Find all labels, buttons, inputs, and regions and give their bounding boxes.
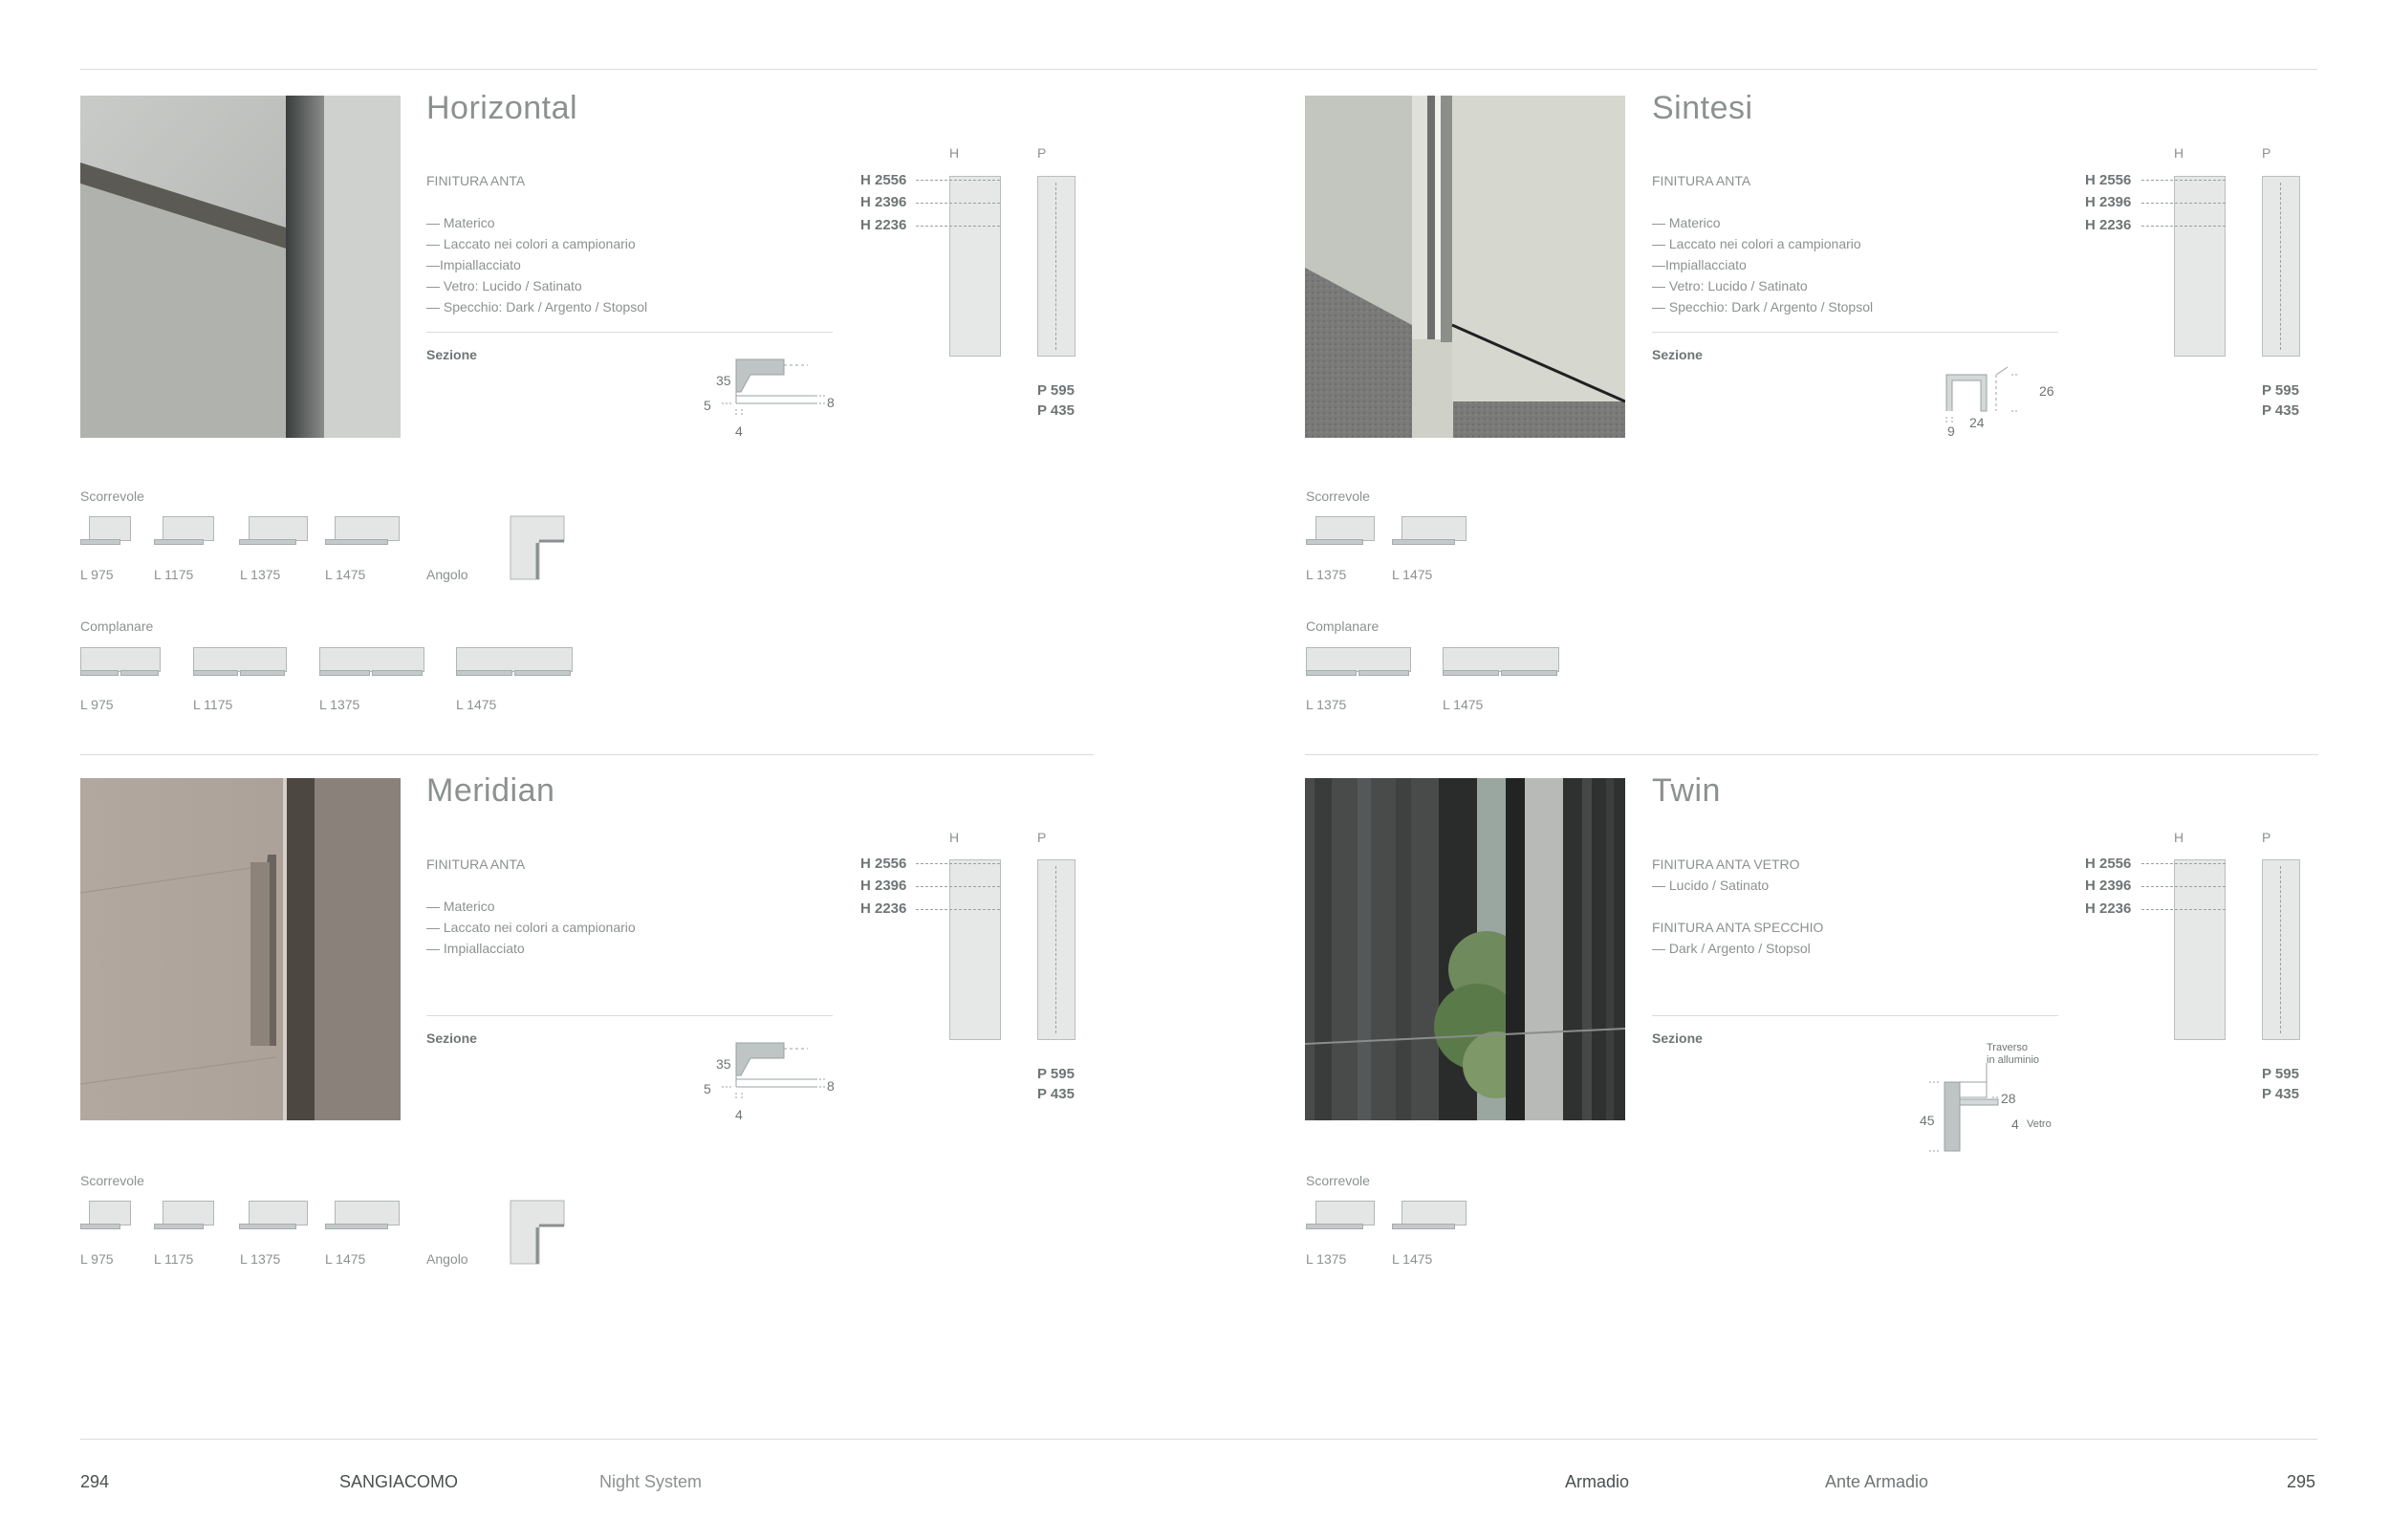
section-title: Meridian: [426, 772, 555, 809]
complanare-label: Complanare: [80, 618, 154, 634]
finish-divider: [426, 332, 833, 333]
p-label: P: [1037, 830, 1047, 845]
depth-value: P 595: [1037, 1066, 1075, 1082]
height-value: H 2556: [860, 856, 907, 872]
dim-4: 4: [735, 1107, 743, 1122]
section-label: Sezione: [426, 1030, 477, 1046]
sintesi-photo: [1305, 96, 1625, 438]
height-value: H 2556: [2085, 856, 2132, 872]
size-label: L 1375: [319, 697, 360, 712]
dim-9: 9: [1947, 423, 1955, 439]
category-name: Armadio: [1565, 1472, 1630, 1491]
p-elevation-panel: [2262, 176, 2300, 357]
height-value: H 2396: [860, 878, 907, 894]
size-label: L 975: [80, 567, 114, 582]
dim-vetro: Vetro: [2027, 1118, 2052, 1130]
wardrobe-plan: [193, 647, 287, 672]
wardrobe-plan: [1401, 516, 1467, 541]
dim-5: 5: [704, 398, 711, 413]
top-divider: [80, 69, 2317, 70]
size-label: L 1475: [325, 567, 366, 582]
brand-name: SANGIACOMO: [339, 1472, 459, 1491]
wardrobe-plan: [249, 1201, 308, 1225]
height-value: H 2396: [2085, 878, 2132, 894]
finish-divider: [1652, 332, 2058, 333]
height-value: H 2236: [2085, 217, 2132, 233]
height-value: H 2396: [2085, 194, 2132, 210]
height-value: H 2396: [860, 194, 907, 210]
collection-name: Night System: [599, 1472, 703, 1491]
dim-26: 26: [2039, 383, 2054, 399]
dim-35: 35: [716, 373, 731, 388]
height-value: H 2236: [860, 900, 907, 917]
dim-45: 45: [1920, 1113, 1935, 1128]
dim-35: 35: [716, 1056, 731, 1072]
wardrobe-plan: [335, 516, 400, 541]
section-title: Sintesi: [1652, 90, 1753, 126]
section-title: Twin: [1652, 772, 1721, 809]
dim-24: 24: [1969, 415, 1985, 430]
finish-divider: [1652, 1015, 2058, 1016]
finish-item: —Impiallacciato: [426, 257, 521, 272]
p-label: P: [2262, 145, 2271, 161]
section-profile-drawing: [693, 354, 836, 440]
finish-item: — Laccato nei colori a campionario: [426, 236, 636, 251]
height-value: H 2556: [2085, 172, 2132, 188]
p-elevation-panel: [1037, 176, 1076, 357]
p-label: P: [1037, 145, 1047, 161]
finish-heading: FINITURA ANTA: [426, 173, 526, 188]
finish-item: — Materico: [426, 899, 495, 914]
scorrevole-label: Scorrevole: [1306, 488, 1370, 504]
h-label: H: [2174, 145, 2184, 161]
h-label: H: [2174, 830, 2184, 845]
finish-heading: FINITURA ANTA: [1652, 173, 1751, 188]
size-label: L 1475: [1443, 697, 1484, 712]
finish-item: — Dark / Argento / Stopsol: [1652, 941, 1811, 956]
size-label: L 1375: [1306, 697, 1347, 712]
size-label: L 1475: [1392, 567, 1433, 582]
p-elevation-panel: [2262, 859, 2300, 1040]
size-label: Angolo: [426, 567, 468, 582]
height-value: H 2236: [860, 217, 907, 233]
size-label: Angolo: [426, 1251, 468, 1267]
dim-28: 28: [2001, 1091, 2016, 1106]
finish-item: —Impiallacciato: [1652, 257, 1747, 272]
depth-value: P 595: [2262, 1066, 2299, 1082]
finish-item: — Materico: [1652, 215, 1721, 230]
finish-item: — Lucido / Satinato: [1652, 878, 1770, 893]
dim-8: 8: [827, 1078, 835, 1094]
finish-item: — Impiallacciato: [426, 941, 525, 956]
depth-values: [2262, 1064, 2299, 1104]
dim-4: 4: [2011, 1117, 2019, 1132]
height-value: H 2556: [860, 172, 907, 188]
middle-divider-left: [80, 754, 1094, 755]
angolo-plan: [509, 1199, 568, 1266]
page-number-left: 294: [80, 1472, 110, 1491]
finish-heading: FINITURA ANTA: [426, 857, 526, 872]
finish-list: [1652, 170, 1873, 317]
dim-8: 8: [827, 395, 835, 410]
complanare-label: Complanare: [1306, 618, 1380, 634]
wardrobe-plan: [1306, 647, 1411, 672]
finish-item: — Specchio: Dark / Argento / Stopsol: [426, 299, 648, 315]
wardrobe-plan: [89, 1201, 131, 1225]
depth-values: [1037, 380, 1075, 421]
depth-values: [2262, 380, 2299, 421]
p-label: P: [2262, 830, 2271, 845]
wardrobe-plan: [1401, 1201, 1467, 1225]
finish-item: — Materico: [426, 215, 495, 230]
finish-heading: FINITURA ANTA VETRO: [1652, 857, 1800, 872]
finish-item: — Specchio: Dark / Argento / Stopsol: [1652, 299, 1874, 315]
size-label: L 1375: [1306, 1251, 1347, 1267]
footer-divider: [80, 1439, 2317, 1440]
finish-heading-2: FINITURA ANTA SPECCHIO: [1652, 920, 1824, 935]
angolo-plan: [509, 514, 568, 581]
depth-value: P 435: [2262, 402, 2299, 419]
p-elevation-panel: [1037, 859, 1076, 1040]
twin-photo: [1305, 778, 1625, 1120]
h-label: H: [949, 830, 960, 845]
depth-value: P 435: [2262, 1086, 2299, 1102]
wardrobe-plan: [456, 647, 573, 672]
section-profile-drawing: [693, 1037, 836, 1123]
finish-item: — Vetro: Lucido / Satinato: [426, 278, 582, 293]
wardrobe-plan: [249, 516, 308, 541]
size-label: L 1175: [154, 1251, 194, 1267]
finish-list: [1652, 854, 1823, 959]
middle-divider-right: [1305, 754, 2318, 755]
section-title: Horizontal: [426, 90, 578, 126]
size-label: L 1475: [325, 1251, 366, 1267]
horizontal-photo: [80, 96, 401, 438]
meridian-photo: [80, 778, 401, 1120]
scorrevole-label: Scorrevole: [80, 1173, 144, 1188]
wardrobe-plan: [1315, 1201, 1375, 1225]
section-label: Sezione: [1652, 1030, 1703, 1046]
dim-5: 5: [704, 1081, 711, 1096]
wardrobe-plan: [163, 516, 214, 541]
depth-value: P 595: [1037, 382, 1075, 399]
depth-value: P 435: [1037, 1086, 1075, 1102]
size-label: L 1375: [240, 567, 281, 582]
wardrobe-plan: [89, 516, 131, 541]
section-label: Sezione: [1652, 347, 1703, 362]
size-label: L 1475: [1392, 1251, 1433, 1267]
h-label: H: [949, 145, 960, 161]
dim-4: 4: [735, 423, 743, 439]
scorrevole-label: Scorrevole: [1306, 1173, 1370, 1188]
finish-item: — Vetro: Lucido / Satinato: [1652, 278, 1808, 293]
wardrobe-plan: [1443, 647, 1559, 672]
finish-list: [426, 170, 647, 317]
size-label: L 1375: [1306, 567, 1347, 582]
wardrobe-plan: [319, 647, 424, 672]
wardrobe-plan: [80, 647, 161, 672]
depth-value: P 435: [1037, 402, 1075, 419]
size-label: L 1375: [240, 1251, 281, 1267]
depth-value: P 595: [2262, 382, 2299, 399]
section-profile-drawing: [1941, 363, 2055, 440]
section-profile-drawing: [1922, 1061, 2046, 1157]
height-value: H 2236: [2085, 900, 2132, 917]
size-label: L 1175: [154, 567, 194, 582]
wardrobe-plan: [163, 1201, 214, 1225]
finish-item: — Laccato nei colori a campionario: [426, 920, 636, 935]
size-label: L 975: [80, 697, 114, 712]
scorrevole-label: Scorrevole: [80, 488, 144, 504]
dim-traverso: Traverso in alluminio: [1987, 1042, 2040, 1066]
section-label: Sezione: [426, 347, 477, 362]
depth-values: [1037, 1064, 1075, 1104]
wardrobe-plan: [1315, 516, 1375, 541]
subcategory-name: Ante Armadio: [1825, 1472, 1929, 1491]
size-label: L 975: [80, 1251, 114, 1267]
wardrobe-plan: [335, 1201, 400, 1225]
size-label: L 1475: [456, 697, 497, 712]
finish-list: [426, 854, 636, 959]
finish-divider: [426, 1015, 833, 1016]
finish-item: — Laccato nei colori a campionario: [1652, 236, 1861, 251]
page-number-right: 295: [2287, 1472, 2316, 1491]
size-label: L 1175: [193, 697, 233, 712]
